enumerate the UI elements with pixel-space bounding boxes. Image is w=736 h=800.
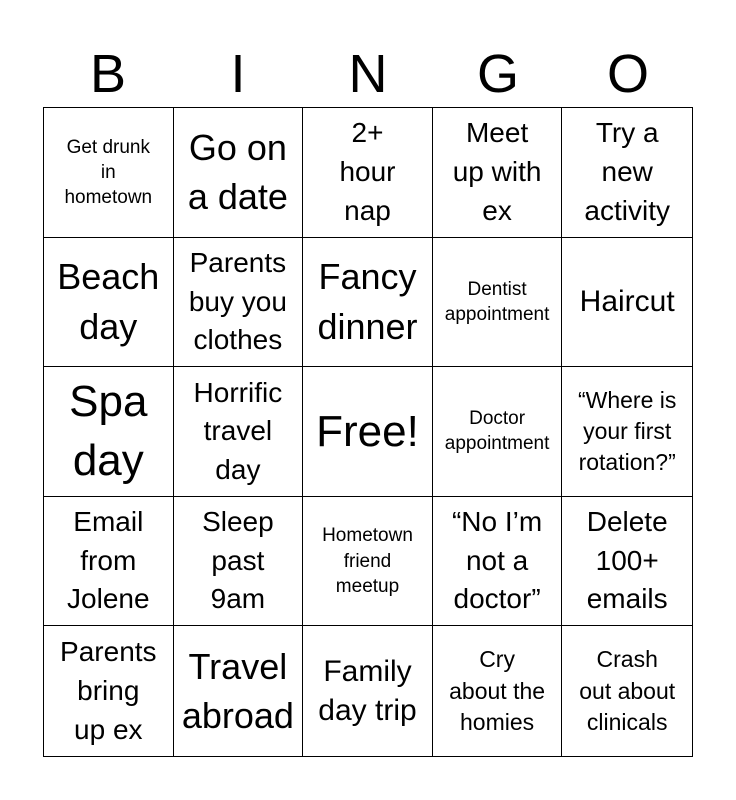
bingo-cell[interactable]: Dentist appointment bbox=[433, 238, 563, 368]
bingo-cell[interactable]: Delete 100+ emails bbox=[562, 497, 692, 627]
bingo-cell[interactable]: Doctor appointment bbox=[433, 367, 563, 497]
bingo-card-grid bbox=[43, 107, 693, 757]
header-letter-o: O bbox=[606, 44, 649, 104]
bingo-header bbox=[43, 44, 693, 104]
free-space-cell[interactable]: Free! bbox=[303, 367, 433, 497]
bingo-cell[interactable]: “No I’m not a doctor” bbox=[433, 497, 563, 627]
header-letter-n: N bbox=[348, 44, 388, 104]
header-letter-i: I bbox=[230, 44, 246, 104]
bingo-cell[interactable]: Email from Jolene bbox=[44, 497, 174, 627]
bingo-cell[interactable]: Spa day bbox=[44, 367, 174, 497]
bingo-cell[interactable]: Cry about the homies bbox=[433, 626, 563, 756]
header-letter-b: B bbox=[89, 44, 127, 104]
bingo-cell[interactable]: Parents bring up ex bbox=[44, 626, 174, 756]
bingo-cell[interactable]: Family day trip bbox=[303, 626, 433, 756]
bingo-cell[interactable]: Fancy dinner bbox=[303, 238, 433, 368]
bingo-cell[interactable]: “Where is your first rotation?” bbox=[562, 367, 692, 497]
bingo-cell[interactable]: Crash out about clinicals bbox=[579, 646, 676, 735]
bingo-cell[interactable]: Horrific travel day bbox=[174, 367, 304, 497]
bingo-cell[interactable]: Meet up with ex bbox=[433, 108, 563, 238]
bingo-cell[interactable]: Beach day bbox=[44, 238, 174, 368]
bingo-cell[interactable]: Parents buy you clothes bbox=[174, 238, 304, 368]
bingo-cell[interactable]: Hometown friend meetup bbox=[303, 497, 433, 627]
bingo-cell[interactable]: Haircut bbox=[562, 238, 692, 368]
bingo-cell[interactable]: Go on a date bbox=[174, 108, 304, 238]
bingo-cell[interactable]: Sleep past 9am bbox=[174, 497, 304, 627]
header-letter-g: G bbox=[476, 44, 519, 104]
bingo-cell[interactable]: 2+ hour nap bbox=[303, 108, 433, 238]
bingo-cell[interactable]: Get drunk in hometown bbox=[44, 108, 174, 238]
bingo-cell[interactable]: Try a new activity bbox=[562, 108, 692, 238]
bingo-cell[interactable]: Travel abroad bbox=[174, 626, 304, 756]
